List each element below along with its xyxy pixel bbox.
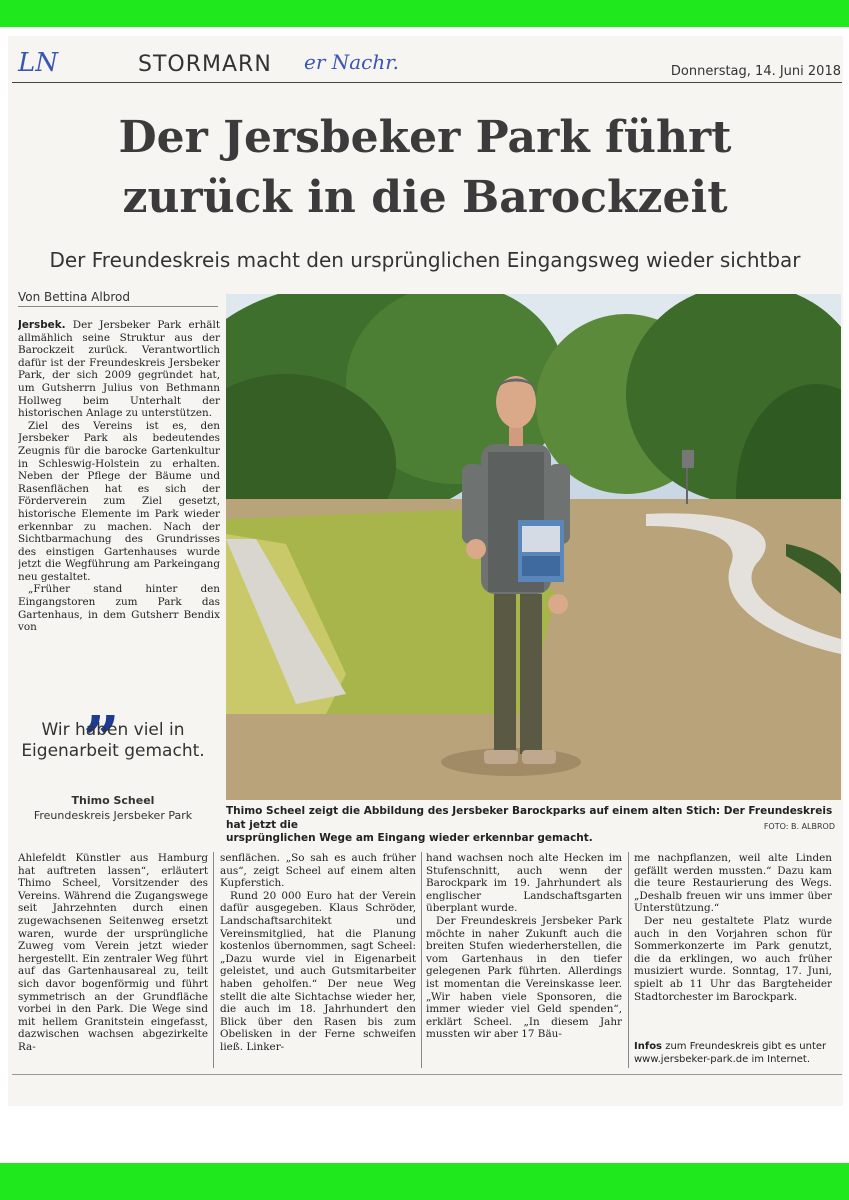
column-3-paragraph-1: hand wachsen noch alte Hecken im Stufenschnitt, auch wenn der Barockpark im 19. Jahrhundert als englischer Landschaftsgarten überplant wurde. — [426, 852, 622, 915]
column-1-paragraph-1: Ahlefeldt Künstler aus Hamburg hat auftreten lassen“, erläutert Thimo Scheel, Vorsitzender des Vereins. Während die Zugangswege seit Jahrzehnten durch einen zugewachsenen Seitenweg ersetzt waren, wurde der ursprüngliche Zuweg vom Verein jetzt wieder hergestellt. Ein zentraler Weg führt auf das Gartenhausareal zu, teilt sich davor bogenförmig und führt symmetrisch an der Grundfläche vorbei in den Park. Die Wege sind mit hellem Granitstein eingefasst, dazwischen wachsen abgezirkelte Ra- — [18, 852, 208, 1053]
dateline-place: Jersbek. — [18, 319, 66, 331]
left-paragraph-3: „Früher stand hinter den Eingangstoren zum Park das Gartenhaus, in dem Gutsherr Bendix von — [18, 583, 220, 634]
caption-line-2: ursprünglichen Wege am Eingang wieder erkennbar gemacht. — [226, 832, 593, 844]
photo-credit: FOTO: B. ALBROD — [763, 822, 835, 831]
quote-author: Thimo Scheel — [71, 794, 155, 807]
caption-line-1: Thimo Scheel zeigt die Abbildung des Jersbeker Barockparks auf einem alten Stich: Der Freundeskreis hat jetzt die — [226, 805, 833, 831]
masthead-rule — [12, 82, 842, 83]
headline-line-1: Der Jersbeker Park führt — [118, 112, 732, 163]
left-paragraph-2: Ziel des Vereins ist es, den Jersbeker Park als bedeutendes Zeugnis für die barocke Gartenkultur in Schleswig-Holstein zu erhalten. Neben der Pflege der Bäume und Rasenflächen hat es sich der Förderverein zum Ziel gesetzt, historische Elemente im Park wieder erkennbar zu machen. Nach der Sichtbarmachung des Grundrisses des einstigen Gartenhauses wurde jetzt die Wegführung am Parkeingang neu gestaltet. — [18, 419, 220, 583]
byline-rule — [18, 306, 218, 307]
section-name: STORMARN — [138, 52, 272, 77]
info-text: zum Freundeskreis gibt es unter www.jersbeker-park.de im Internet. — [634, 1041, 827, 1065]
byline: Von Bettina Albrod — [18, 290, 130, 304]
top-green-border — [0, 0, 849, 27]
info-label: Infos — [634, 1041, 663, 1052]
bottom-green-border — [0, 1163, 849, 1200]
pull-quote: Wir haben viel in Eigenarbeit gemacht. — [21, 720, 205, 761]
info-box — [634, 1040, 834, 1066]
photo-caption — [226, 805, 836, 846]
park-photo-illustration — [226, 294, 841, 800]
article-column-left — [18, 319, 220, 681]
issue-date: Donnerstag, 14. Juni 2018 — [670, 64, 841, 79]
subheadline: Der Freundeskreis macht den ursprünglichen Eingangsweg wieder sichtbar — [49, 248, 801, 272]
left-paragraph-1: Der Jersbeker Park erhält allmählich seine Struktur aus der Barockzeit zurück. Verantwortlich dafür ist der Freundeskreis Jersbeker Park, der sich 2009 gegründet hat, um Gutsherrn Julius von Bethmann Hollweg beim Unterhalt der historischen Anlage zu unterstützen. — [18, 319, 220, 420]
column-rule — [421, 852, 422, 1068]
article-column-1 — [18, 852, 208, 1064]
handwritten-note: er Nachr. — [304, 50, 399, 74]
column-2-paragraph-1: senflächen. „So sah es auch früher aus“, zeigt Scheel auf einem alten Kupferstich. — [220, 852, 416, 890]
quote-mark-icon: „ — [84, 666, 121, 741]
column-rule — [213, 852, 214, 1068]
headline — [40, 108, 810, 228]
page-bottom-rule — [12, 1074, 842, 1075]
headline-line-2: zurück in die Barockzeit — [122, 172, 728, 223]
article-photo — [226, 294, 841, 800]
section-title — [138, 52, 272, 77]
article-column-3 — [426, 852, 622, 1064]
article-column-4 — [634, 852, 832, 1032]
column-4-paragraph-2: Der neu gestaltete Platz wurde auch in den Vorjahren schon für Sommerkonzerte im Park genutzt, die da erklingen, wo auch früher musiziert wurde. Sonntag, 17. Juni, spielt ab 11 Uhr das Bargteheider Stadtorchester im Barockpark. — [634, 914, 832, 1003]
column-4-paragraph-1: me nachpflanzen, weil alte Linden gefällt werden mussten.“ Dazu kam die teure Restaurierung des Wegs. „Deshalb freuen wir uns immer über Unterstützung.“ — [634, 852, 832, 915]
handwritten-source-mark: LN — [18, 48, 59, 78]
quote-author-role: Freundeskreis Jersbeker Park — [33, 809, 193, 822]
column-3-paragraph-2: Der Freundeskreis Jersbeker Park möchte in naher Zukunft auch die breiten Stufen wiederherstellen, die vom Gartenhaus in den tiefer gelegenen Park führten. Allerdings ist momentan die Vereinskasse leer. „Wir haben viele Sponsoren, die immer wieder viel Geld spenden“, erklärt Scheel. „In diesem Jahr mussten wir aber 17 Bäu- — [426, 914, 622, 1041]
article-column-2 — [220, 852, 416, 1064]
column-2-paragraph-2: Rund 20 000 Euro hat der Verein dafür ausgegeben. Klaus Schröder, Landschaftsarchitekt und Vereinsmitglied, hat die Planung kostenlos übernommen, sagt Scheel: „Dazu wurde viel in Eigenarbeit geleistet, und auch Gutsmitarbeiter haben geholfen.“ Der neue Weg stellt die alte Sichtachse wieder her, die auch im 18. Jahrhundert den Blick über den Rasen bis zum Obelisken in der Ferne schweifen ließ. Linker- — [220, 889, 416, 1053]
column-rule — [628, 852, 629, 1068]
